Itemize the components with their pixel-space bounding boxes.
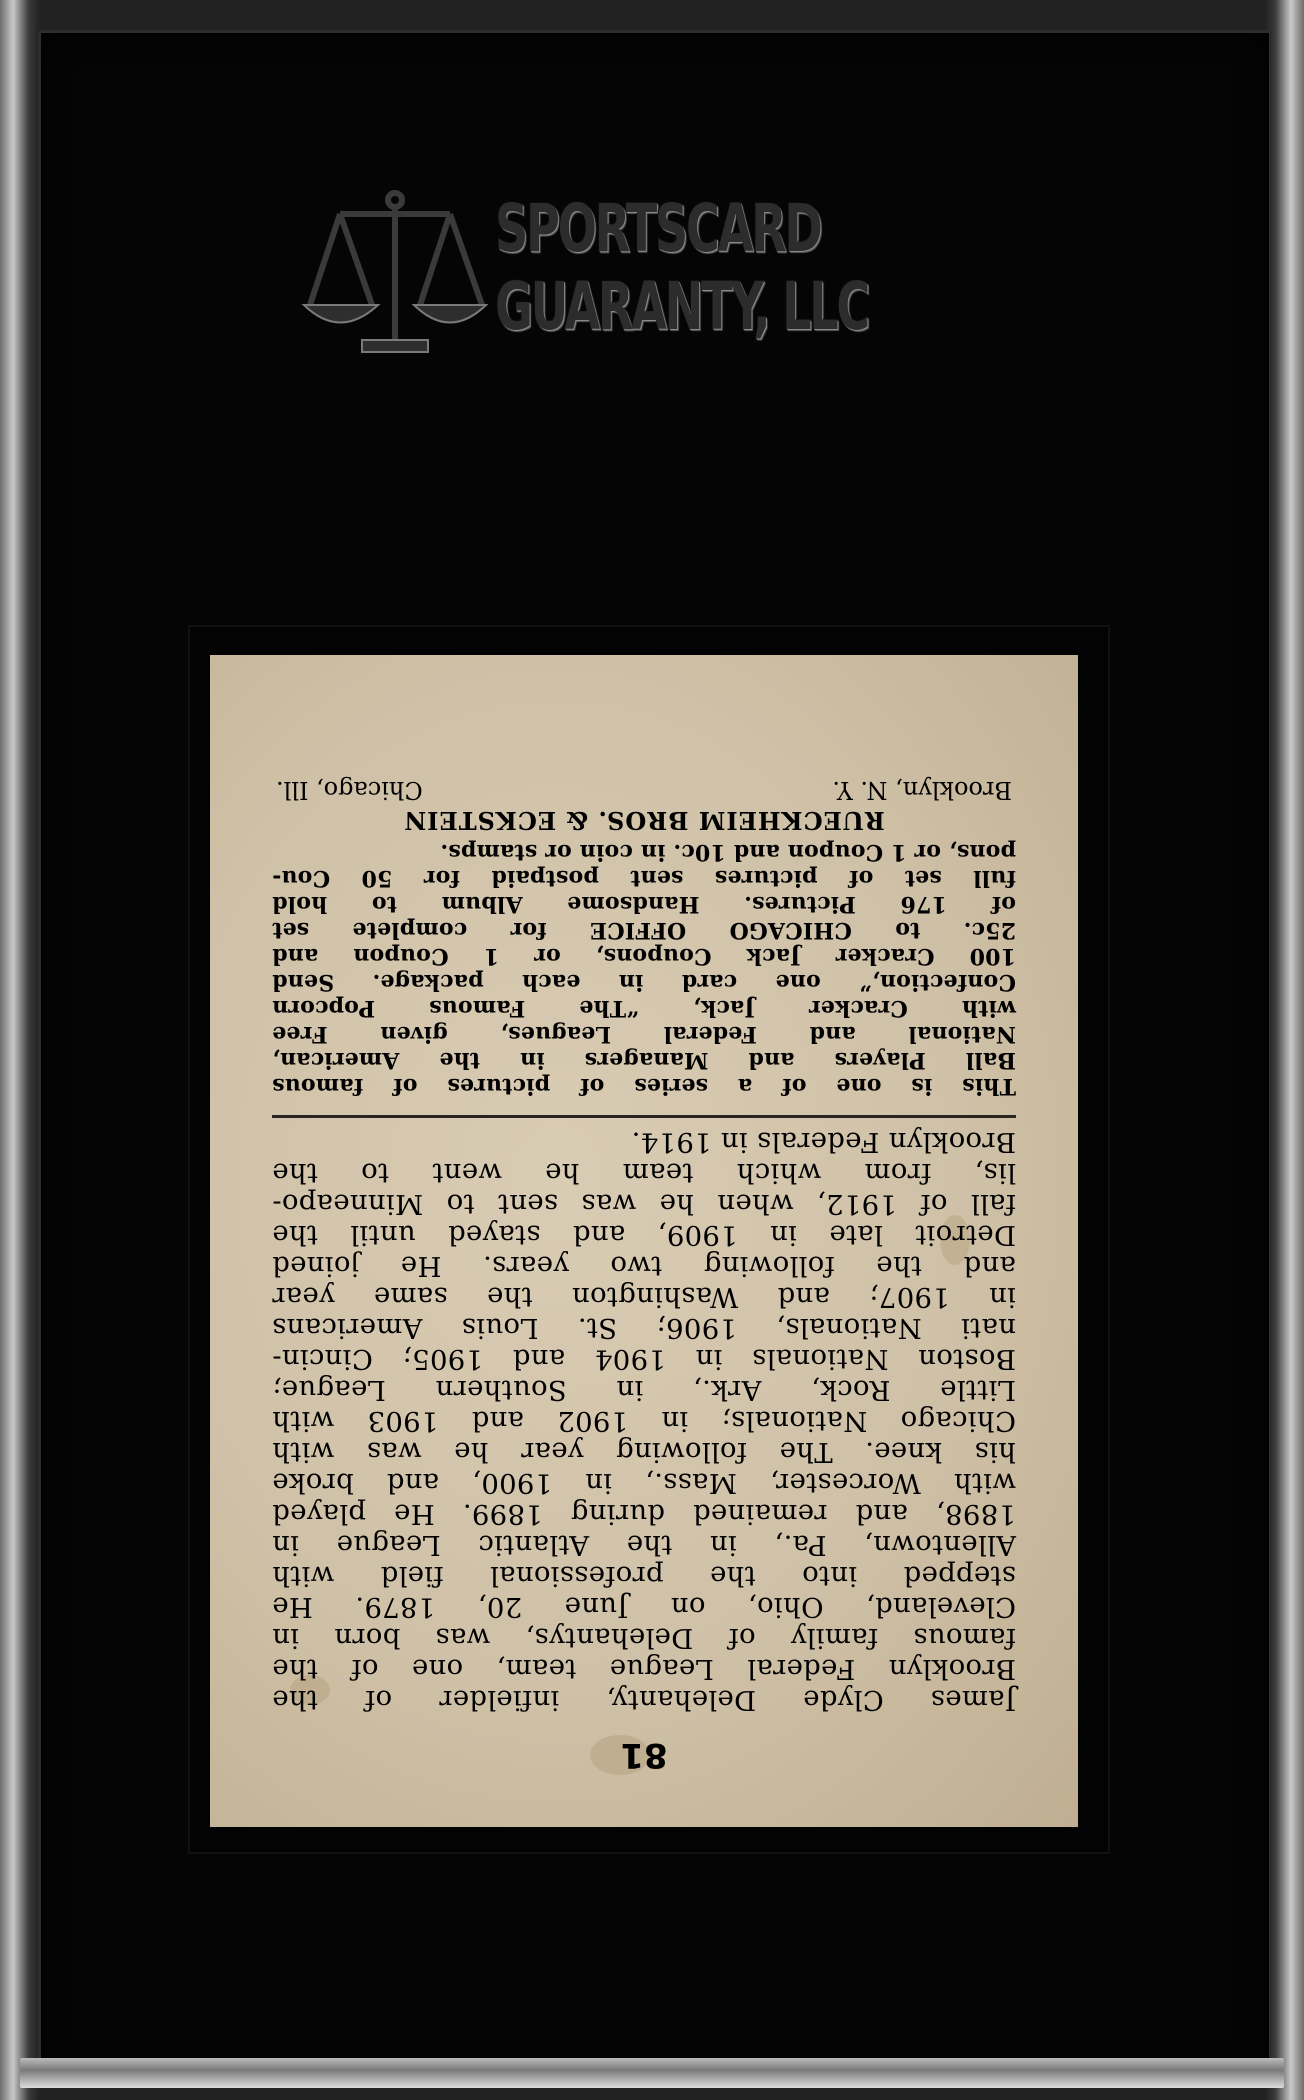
bio-line: fall of 1912, when he was sent to Minneapo- — [272, 1188, 1016, 1220]
manufacturer-name: RUECKHEIM BROS. & ECKSTEIN — [403, 806, 885, 835]
manufacturer-cities — [272, 776, 1016, 804]
upside-down-text — [272, 697, 1016, 1785]
promo-line: Ball Players and Managers in the American, — [272, 1047, 1016, 1073]
promo-line: with Cracker Jack, “The Famous Popcorn — [272, 995, 1016, 1021]
city-right: Chicago, Ill. — [276, 776, 423, 804]
player-bio — [272, 1126, 1016, 1715]
bio-line: Boston Nationals in 1904 and 1905; Cincin- — [272, 1343, 1016, 1375]
promo-line: 100 Cracker Jack Coupons, or 1 Coupon and — [272, 943, 1016, 969]
bio-line: with Worcester, Mass., in 1900, and broke — [272, 1467, 1016, 1499]
bio-line: Cleveland, Ohio, on June 20, 1879. He — [272, 1591, 1016, 1623]
card-text-area — [272, 697, 1016, 1785]
bio-line: James Clyde Delehanty, infielder of the — [272, 1684, 1016, 1716]
promo-line: 25c. to CHICAGO OFFICE for complete set — [272, 917, 1016, 943]
divider-rule — [272, 1115, 1016, 1118]
promo-line: National and Federal Leagues, given Free — [272, 1021, 1016, 1047]
promo-text — [272, 839, 1016, 1099]
promo-line: pons, or 1 Coupon and 10c. in coin or stamps. — [440, 839, 1016, 865]
grader-name — [495, 190, 893, 346]
bio-line: lis, from which team he went to the — [272, 1157, 1016, 1189]
bio-line: Chicago Nationals; in 1902 and 1903 with — [272, 1405, 1016, 1437]
bio-line: Little Rock, Ark., in Southern League; — [272, 1374, 1016, 1406]
bio-line: and the following two years. He joined — [272, 1250, 1016, 1282]
bio-line: in 1907; and Washington the same year — [272, 1281, 1016, 1313]
baseball-card-back — [210, 655, 1078, 1827]
card-number: 81 — [620, 1735, 668, 1775]
bio-line: Allentown, Pa., in the Atlantic League in — [272, 1529, 1016, 1561]
bio-line: Brooklyn Federals in 1914. — [631, 1126, 1016, 1158]
promo-line: This is one of a series of pictures of famous — [272, 1073, 1016, 1099]
promo-line: Confection,” one card in each package. Send — [272, 969, 1016, 995]
bio-line: nati Nationals, 1906; St. Louis Americans — [272, 1312, 1016, 1344]
promo-line: of 176 Pictures. Handsome Album to hold — [272, 891, 1016, 917]
grader-line2: GUARANTY, LLC — [495, 268, 869, 345]
bio-line: famous family of Delehantys, was born in — [272, 1622, 1016, 1654]
grader-logo — [300, 190, 1000, 360]
bio-line: stepped into the professional field with — [272, 1560, 1016, 1592]
scales-of-justice-icon — [300, 190, 490, 360]
city-left: Brooklyn, N. Y. — [832, 776, 1012, 804]
bio-line: Brooklyn Federal League team, one of the — [272, 1653, 1016, 1685]
slab-edge — [20, 2058, 1284, 2088]
promo-line: full set of pictures sent postpaid for 50 Cou- — [272, 865, 1016, 891]
grader-line1: SPORTSCARD — [495, 190, 821, 267]
bio-line: Detroit late in 1909, and stayed until the — [272, 1219, 1016, 1251]
bio-line: 1898, and remained during 1899. He played — [272, 1498, 1016, 1530]
bio-line: his knee. The following year he was with — [272, 1436, 1016, 1468]
